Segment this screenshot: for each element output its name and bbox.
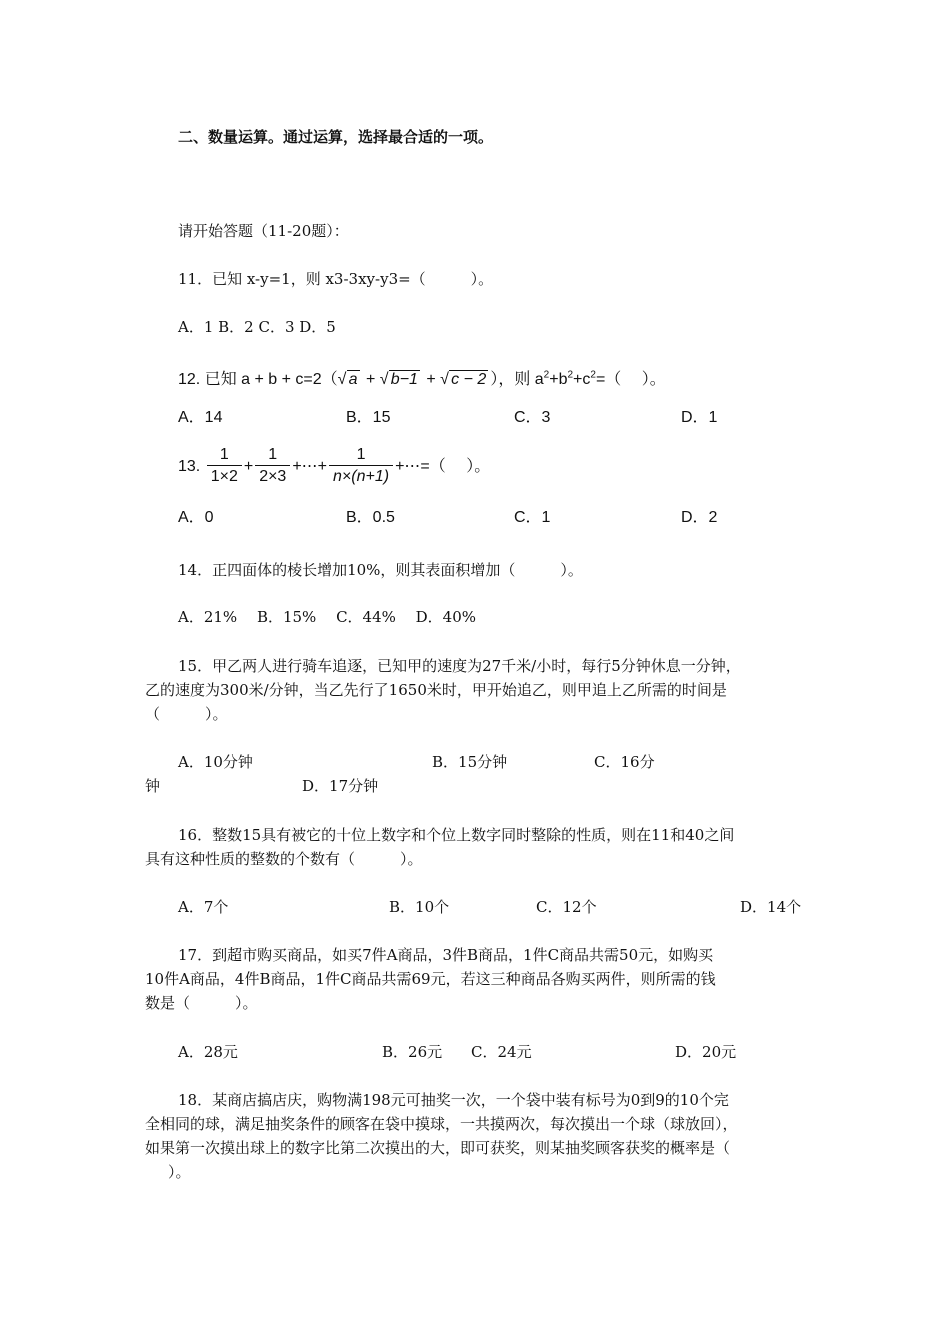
question-12-option-b: B．15 bbox=[346, 409, 391, 426]
question-13-option-b: B．0.5 bbox=[346, 509, 395, 526]
fraction-1-over-n-n-plus-1: $\frac{1}{n\times(n+1)}$ bbox=[329, 445, 393, 488]
question-15-option-b: B．15分钟 bbox=[432, 753, 508, 771]
question-16-line-2: 具有这种性质的整数的个数有（ ）。 bbox=[145, 850, 423, 868]
question-13-option-a: A．0 bbox=[178, 509, 214, 526]
question-18-line-3: 如果第一次摸出球上的数字比第二次摸出的大，即可获奖，则某抽奖顾客获奖的概率是（ bbox=[145, 1139, 731, 1157]
question-12-option-d: D．1 bbox=[681, 409, 718, 426]
question-15-option-a: A．10分钟 bbox=[178, 753, 253, 771]
question-15-option-c-wrap: 钟 bbox=[145, 777, 161, 795]
sqrt-a: √ a bbox=[337, 371, 358, 388]
fraction-1-over-1x2: $\frac{1}{1\times 2}$ bbox=[207, 445, 242, 488]
question-16-line-1: 16．整数15具有被它的十位上数字和个位上数字同时整除的性质，则在11和40之间 bbox=[178, 826, 735, 844]
question-15-option-c: C．16分 bbox=[594, 753, 655, 771]
question-15-option-d: D．17分钟 bbox=[302, 777, 379, 795]
sqrt-b-minus-1: √ b−1 bbox=[379, 371, 418, 388]
question-16-option-a: A．7个 bbox=[178, 898, 229, 916]
question-15-line-3: （ ）。 bbox=[145, 705, 228, 723]
question-13-option-c: C．1 bbox=[514, 509, 551, 526]
instruction-text: 请开始答题（11-20题）： bbox=[178, 222, 349, 240]
question-12: 12. 已知 a + b + c=2（ √ a + √ b−1 + √ c − 2 ），则 $a^2+b^2+c^2=$（ ）。 bbox=[178, 369, 666, 388]
question-11-options: A．1 B．2 C．3 D．5 bbox=[178, 318, 336, 336]
question-17-option-c: C．24元 bbox=[471, 1043, 532, 1061]
question-13-label: 13. bbox=[178, 458, 201, 475]
question-17-option-d: D．20元 bbox=[675, 1043, 737, 1061]
question-13-option-d: D．2 bbox=[681, 509, 718, 526]
question-17-line-1: 17．到超市购买商品，如买7件A商品，3件B商品，1件C商品共需50元，如购买 bbox=[178, 946, 714, 964]
question-18-line-2: 全相同的球，满足抽奖条件的顾客在袋中摸球，一共摸两次，每次摸出一个球（球放回）， bbox=[145, 1115, 738, 1133]
question-18-line-4: ）。 bbox=[168, 1163, 191, 1181]
question-13-tail: +⋯=（ ）。 bbox=[395, 458, 491, 475]
sqrt-c-minus-2: √ c − 2 bbox=[440, 371, 487, 388]
question-17-line-3: 数是（ ）。 bbox=[145, 994, 258, 1012]
question-12-suffix: ），则 a bbox=[490, 371, 544, 388]
question-18-line-1: 18．某商店搞店庆，购物满198元可抽奖一次，一个袋中装有标号为0到9的10个完 bbox=[178, 1091, 729, 1109]
question-13-ellipsis: +⋯+ bbox=[292, 458, 328, 475]
question-16-option-b: B．10个 bbox=[389, 898, 450, 916]
question-17-option-b: B．26元 bbox=[382, 1043, 443, 1061]
question-13: 13. $\frac{1}{1\times 2}$ + $\frac{1}{2\times 3}$ +⋯+ $\frac{1}{n\times(n+1)}$ +⋯=（ ）。 bbox=[178, 444, 490, 490]
question-12-option-c: C．3 bbox=[514, 409, 551, 426]
question-15-line-1: 15．甲乙两人进行骑车追逐，已知甲的速度为27千米/小时，每行5分钟休息一分钟， bbox=[178, 657, 741, 675]
question-17-option-a: A．28元 bbox=[178, 1043, 238, 1061]
question-14: 14．正四面体的棱长增加10%，则其表面积增加（ ）。 bbox=[178, 561, 583, 579]
question-12-prefix: 12. 已知 a + b + c=2（ bbox=[178, 371, 338, 388]
question-17-line-2: 10件A商品，4件B商品，1件C商品共需69元，若这三种商品各购买两件，则所需的钱 bbox=[145, 970, 716, 988]
section-title: 二、数量运算。通过运算，选择最合适的一项。 bbox=[178, 128, 494, 146]
question-12-tail: =（ ）。 bbox=[595, 371, 666, 388]
question-12-option-a: A．14 bbox=[178, 409, 223, 426]
question-14-options: A．21% B．15% C．44% D．40% bbox=[178, 608, 477, 626]
question-15-line-2: 乙的速度为300米/分钟，当乙先行了1650米时，甲开始追乙，则甲追上乙所需的时间是 bbox=[145, 681, 727, 699]
fraction-1-over-2x3: $\frac{1}{2\times 3}$ bbox=[255, 445, 290, 488]
question-16-option-d: D．14个 bbox=[740, 898, 802, 916]
question-16-option-c: C．12个 bbox=[536, 898, 597, 916]
question-11: 11．已知 x-y=1，则 x3-3xy-y3=（ ）。 bbox=[178, 270, 494, 288]
